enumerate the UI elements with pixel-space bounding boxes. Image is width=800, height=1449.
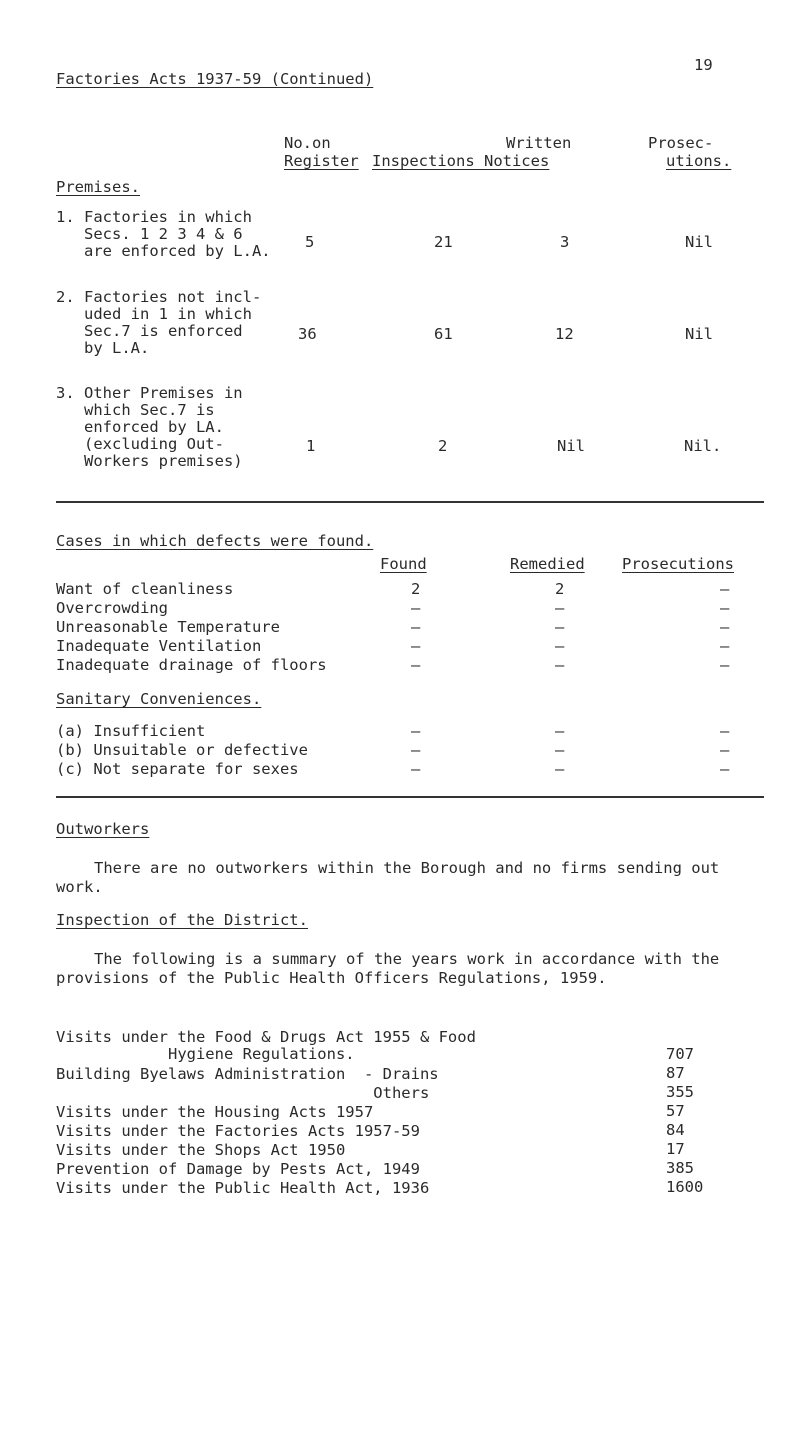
- defect-row-remedied: –: [555, 656, 565, 674]
- premises-row-1-register: 5: [305, 233, 315, 251]
- defect-row-remedied: –: [555, 637, 565, 655]
- defect-row-label: Inadequate drainage of floors: [56, 656, 327, 674]
- outworkers-text: There are no outworkers within the Borough and no firms sending out work.: [56, 859, 720, 896]
- inspection-item-label: Others: [56, 1084, 430, 1102]
- sanitary-row-prosecutions: –: [720, 722, 730, 740]
- inspection-item-value: 84: [666, 1121, 685, 1139]
- defect-row-prosecutions: –: [720, 618, 730, 636]
- col-header-register-l2: Register: [284, 152, 359, 170]
- inspection-item-label: Visits under the Public Health Act, 1936: [56, 1179, 430, 1197]
- defect-row-prosecutions: –: [720, 599, 730, 617]
- inspection-heading: Inspection of the District.: [56, 911, 308, 929]
- running-title: Factories Acts 1937-59 (Continued): [56, 70, 374, 88]
- col-header-written-l1: Written: [506, 134, 572, 152]
- defect-row-prosecutions: –: [720, 656, 730, 674]
- premises-row-3-register: 1: [306, 437, 316, 455]
- defect-row-remedied: –: [555, 618, 565, 636]
- sanitary-row-label: (a) Insufficient: [56, 722, 206, 740]
- premises-label: Premises.: [56, 178, 140, 196]
- inspection-item-label: Visits under the Housing Acts 1957: [56, 1103, 374, 1121]
- inspection-item-value: 355: [666, 1083, 694, 1101]
- defect-row-found: –: [411, 618, 421, 636]
- premises-row-3-label: 3. Other Premises in which Sec.7 is enforced by LA. (excluding Out- Workers premises): [56, 384, 243, 470]
- sanitary-row-remedied: –: [555, 741, 565, 759]
- premises-row-2-prosecutions: Nil: [685, 325, 713, 343]
- defect-row-label: Unreasonable Temperature: [56, 618, 280, 636]
- defect-row-remedied: 2: [555, 580, 565, 598]
- premises-row-3-prosecutions: Nil.: [684, 437, 722, 455]
- defect-row-found: 2: [411, 580, 421, 598]
- sanitary-row-prosecutions: –: [720, 741, 730, 759]
- inspection-item-label: Building Byelaws Administration - Drains: [56, 1065, 439, 1083]
- inspection-item-label: Visits under the Food & Drugs Act 1955 & Food Hygiene Regulations.: [56, 1028, 476, 1063]
- premises-row-3-notices: Nil: [557, 437, 585, 455]
- defect-row-prosecutions: –: [720, 580, 730, 598]
- sanitary-row-found: –: [411, 760, 421, 778]
- page-number: 19: [694, 56, 713, 74]
- sanitary-row-found: –: [411, 741, 421, 759]
- col-header-prosecutions-l2: utions.: [666, 152, 732, 170]
- defects-col-prosecutions: Prosecutions: [622, 555, 734, 573]
- defect-row-found: –: [411, 656, 421, 674]
- sanitary-row-remedied: –: [555, 722, 565, 740]
- inspection-item-label: Visits under the Factories Acts 1957-59: [56, 1122, 420, 1140]
- sanitary-row-label: (c) Not separate for sexes: [56, 760, 299, 778]
- inspection-item-value: 87: [666, 1064, 685, 1082]
- premises-row-2-notices: 12: [555, 325, 574, 343]
- inspection-item-value: 385: [666, 1159, 694, 1177]
- inspection-intro: The following is a summary of the years work in accordance with the provisions of the Public Health Officers Regulations, 1959.: [56, 950, 720, 987]
- premises-row-1-label: 1. Factories in which Secs. 1 2 3 4 & 6 are enforced by L.A.: [56, 208, 271, 260]
- premises-row-1-notices: 3: [560, 233, 570, 251]
- defects-col-found: Found: [380, 555, 427, 573]
- col-header-inspections-notices: Inspections Notices: [372, 152, 550, 170]
- defect-row-prosecutions: –: [720, 637, 730, 655]
- defects-heading: Cases in which defects were found.: [56, 532, 374, 550]
- defect-row-found: –: [411, 599, 421, 617]
- inspection-item-label: Prevention of Damage by Pests Act, 1949: [56, 1160, 420, 1178]
- defect-row-found: –: [411, 637, 421, 655]
- premises-row-1-inspections: 21: [434, 233, 453, 251]
- col-header-prosecutions-l1: Prosec-: [648, 134, 714, 152]
- inspection-item-label: Visits under the Shops Act 1950: [56, 1141, 346, 1159]
- sanitary-row-remedied: –: [555, 760, 565, 778]
- inspection-item-value: 707: [666, 1045, 694, 1063]
- outworkers-heading: Outworkers: [56, 820, 150, 838]
- premises-row-1-prosecutions: Nil: [685, 233, 713, 251]
- inspection-item-value: 57: [666, 1102, 685, 1120]
- sanitary-row-label: (b) Unsuitable or defective: [56, 741, 308, 759]
- defect-row-label: Overcrowding: [56, 599, 168, 617]
- premises-row-2-inspections: 61: [434, 325, 453, 343]
- sanitary-heading: Sanitary Conveniences.: [56, 690, 262, 708]
- defect-row-label: Inadequate Ventilation: [56, 637, 262, 655]
- divider-1: [56, 501, 764, 503]
- inspection-item-value: 17: [666, 1140, 685, 1158]
- divider-2: [56, 796, 764, 798]
- defect-row-label: Want of cleanliness: [56, 580, 234, 598]
- premises-row-2-label: 2. Factories not incl- uded in 1 in which Sec.7 is enforced by L.A.: [56, 288, 262, 357]
- sanitary-row-found: –: [411, 722, 421, 740]
- inspection-item-value: 1600: [666, 1178, 704, 1196]
- defect-row-remedied: –: [555, 599, 565, 617]
- premises-row-3-inspections: 2: [438, 437, 448, 455]
- sanitary-row-prosecutions: –: [720, 760, 730, 778]
- col-header-register-l1: No.on: [284, 134, 331, 152]
- defects-col-remedied: Remedied: [510, 555, 585, 573]
- premises-row-2-register: 36: [298, 325, 317, 343]
